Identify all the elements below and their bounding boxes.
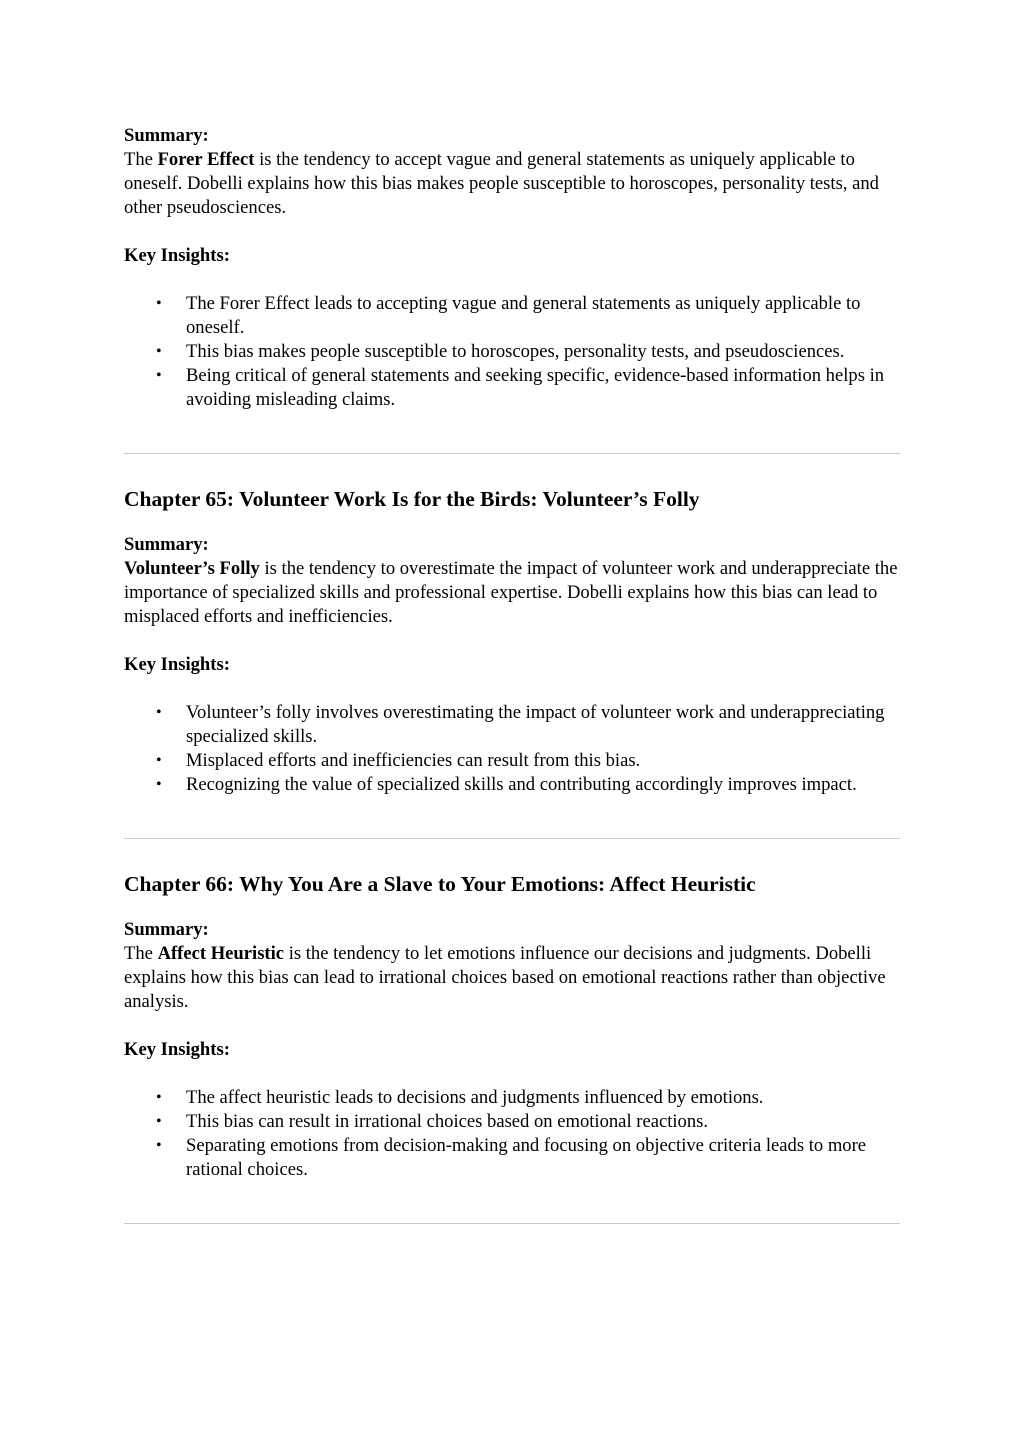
bullet-icon: • [156, 1113, 162, 1130]
list-item: • Volunteer’s folly involves overestimating the impact of volunteer work and underappreciating specialized skills. [156, 702, 885, 747]
bullet-icon: • [156, 776, 162, 793]
key-insights-label: Key Insights: [124, 654, 230, 675]
list-item: • This bias makes people susceptible to horoscopes, personality tests, and pseudosciences. [156, 341, 845, 362]
list-item: • Misplaced efforts and inefficiencies can result from this bias. [156, 750, 641, 771]
bullet-icon: • [156, 343, 162, 360]
key-insights-label: Key Insights: [124, 245, 230, 266]
summary-text: The Forer Effect is the tendency to accept vague and general statements as uniquely applicable to oneself. Dobelli explains how this bias makes people susceptible to horoscopes, personality tests, and other pseudosciences. [124, 149, 879, 218]
list-item: • The affect heuristic leads to decisions and judgments influenced by emotions. [156, 1087, 764, 1108]
summary-label: Summary: [124, 125, 209, 146]
summary-term: Forer Effect [157, 149, 255, 170]
summary-term: Volunteer’s Folly [124, 558, 260, 579]
key-insights-label: Key Insights: [124, 1039, 230, 1060]
summary-text: Volunteer’s Folly is the tendency to overestimate the impact of volunteer work and underappreciate the importance of specialized skills and professional expertise. Dobelli explains how this bias can lead to misplaced efforts and inefficiencies. [124, 558, 898, 627]
bullet-icon: • [156, 704, 162, 721]
list-item: • This bias can result in irrational choices based on emotional reactions. [156, 1111, 709, 1132]
list-item: • Separating emotions from decision-making and focusing on objective criteria leads to more rational choices. [156, 1135, 867, 1180]
summary-term: Affect Heuristic [157, 943, 285, 964]
key-insights-list [124, 292, 900, 412]
document-page [124, 124, 900, 1224]
list-item: • The Forer Effect leads to accepting vague and general statements as uniquely applicable to oneself. [156, 293, 861, 338]
bullet-icon: • [156, 1089, 162, 1106]
section-divider [124, 1223, 900, 1224]
chapter-title: Chapter 66: Why You Are a Slave to Your Emotions: Affect Heuristic [124, 872, 756, 896]
key-insights-list [124, 701, 900, 797]
list-item: • Recognizing the value of specialized skills and contributing accordingly improves impact. [156, 774, 857, 795]
bullet-icon: • [156, 1137, 162, 1154]
chapter-title: Chapter 65: Volunteer Work Is for the Birds: Volunteer’s Folly [124, 487, 700, 511]
bullet-icon: • [156, 295, 162, 312]
bullet-icon: • [156, 752, 162, 769]
section-chapter-65 [124, 485, 900, 797]
section-forer-effect [124, 124, 900, 412]
bullet-icon: • [156, 367, 162, 384]
section-chapter-66 [124, 870, 900, 1182]
list-item: • Being critical of general statements and seeking specific, evidence-based information helps in avoiding misleading claims. [156, 365, 885, 410]
summary-label: Summary: [124, 919, 209, 940]
summary-label: Summary: [124, 534, 209, 555]
summary-text: The Affect Heuristic is the tendency to let emotions influence our decisions and judgments. Dobelli explains how this bias can lead to irrational choices based on emotional reactions rather than objective analysis. [124, 943, 886, 1012]
key-insights-list [124, 1086, 900, 1182]
